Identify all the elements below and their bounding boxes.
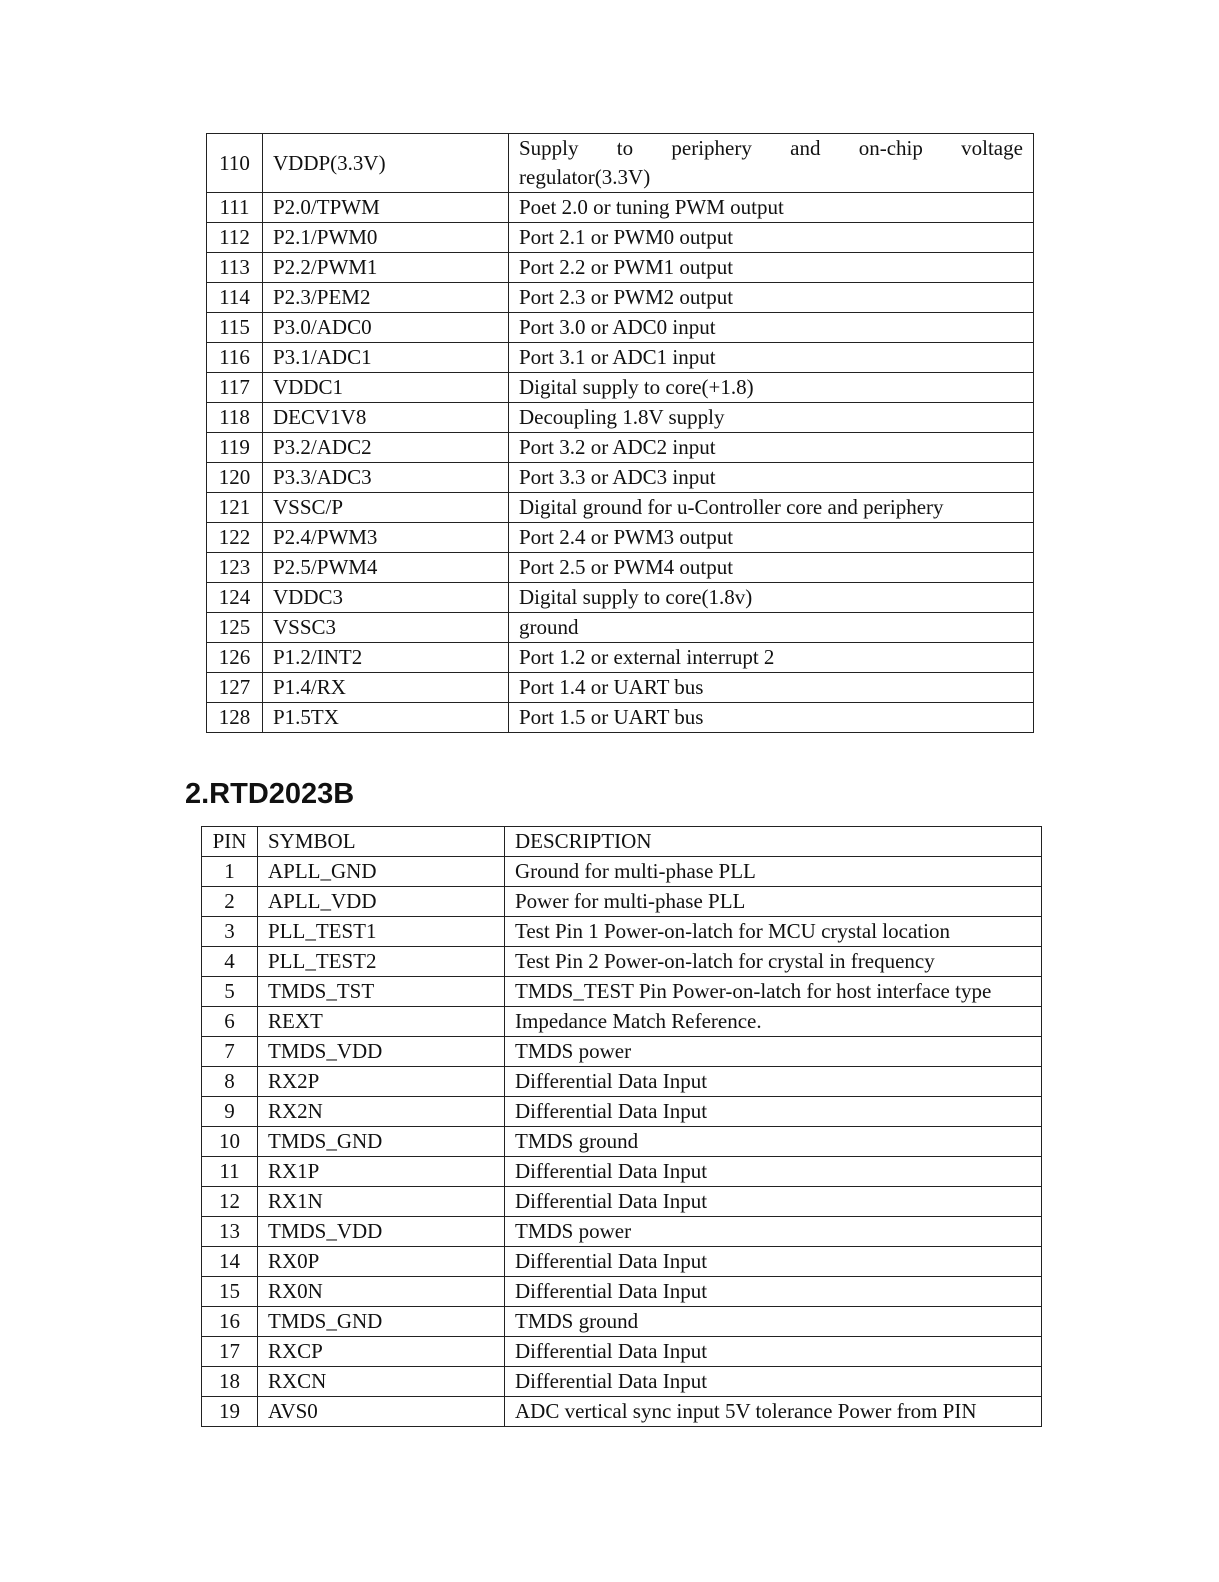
symbol-cell: P2.2/PWM1 [263,253,509,283]
description-cell: Differential Data Input [505,1187,1042,1217]
table-row [207,583,1034,613]
description-cell: TMDS_TEST Pin Power-on-latch for host interface type [505,977,1042,1007]
description-cell: Port 2.1 or PWM0 output [509,223,1034,253]
description-cell: Port 3.1 or ADC1 input [509,343,1034,373]
table-row [202,1337,1042,1367]
symbol-cell: REXT [258,1007,505,1037]
pin-cell: 114 [207,283,263,313]
symbol-cell: P2.4/PWM3 [263,523,509,553]
table-row [207,134,1034,193]
pin-cell: 12 [202,1187,258,1217]
description-cell: TMDS power [505,1217,1042,1247]
pin-cell: 18 [202,1367,258,1397]
table-row [202,1007,1042,1037]
pin-cell: 124 [207,583,263,613]
table-row [202,1037,1042,1067]
description-cell: Ground for multi-phase PLL [505,857,1042,887]
pin-cell: 7 [202,1037,258,1067]
symbol-cell: P3.3/ADC3 [263,463,509,493]
table-row [207,313,1034,343]
pin-cell: 2 [202,887,258,917]
table-row [202,1067,1042,1097]
pin-cell: 122 [207,523,263,553]
description-cell: Impedance Match Reference. [505,1007,1042,1037]
symbol-cell: VDDC1 [263,373,509,403]
description-cell: Differential Data Input [505,1337,1042,1367]
description-cell: Port 2.4 or PWM3 output [509,523,1034,553]
table-row [207,703,1034,733]
description-word: Supply [519,136,579,160]
description-word: and [790,136,821,160]
table-row [202,857,1042,887]
pin-cell: 13 [202,1217,258,1247]
description-cell: Port 2.2 or PWM1 output [509,253,1034,283]
pin-table-rtd2023b-body [202,827,1042,1427]
pin-header: PIN [202,827,258,857]
pin-cell: 10 [202,1127,258,1157]
symbol-cell: VSSC/P [263,493,509,523]
symbol-cell: RXCP [258,1337,505,1367]
symbol-cell: TMDS_VDD [258,1037,505,1067]
description-cell: Poet 2.0 or tuning PWM output [509,193,1034,223]
table-header-row [202,827,1042,857]
description-cell: Port 3.2 or ADC2 input [509,433,1034,463]
description-cell: Port 3.0 or ADC0 input [509,313,1034,343]
description-cell: ADC vertical sync input 5V tolerance Power from PIN [505,1397,1042,1427]
table-row [202,887,1042,917]
symbol-cell: P2.3/PEM2 [263,283,509,313]
description-cell: TMDS ground [505,1127,1042,1157]
pin-cell: 119 [207,433,263,463]
pin-cell: 6 [202,1007,258,1037]
table-row [207,433,1034,463]
pin-cell: 11 [202,1157,258,1187]
pin-cell: 113 [207,253,263,283]
symbol-cell: RXCN [258,1367,505,1397]
pin-cell: 15 [202,1277,258,1307]
symbol-cell: TMDS_GND [258,1127,505,1157]
description-cell: Power for multi-phase PLL [505,887,1042,917]
symbol-cell: VSSC3 [263,613,509,643]
symbol-cell: P3.0/ADC0 [263,313,509,343]
symbol-cell: DECV1V8 [263,403,509,433]
symbol-cell: RX2P [258,1067,505,1097]
pin-cell: 1 [202,857,258,887]
symbol-cell: RX0N [258,1277,505,1307]
description-word: to [616,136,634,160]
pin-cell: 121 [207,493,263,523]
table-row [207,463,1034,493]
symbol-cell: P1.2/INT2 [263,643,509,673]
table-row [202,1217,1042,1247]
table-row [202,1277,1042,1307]
symbol-cell: RX1N [258,1187,505,1217]
pin-table-continued [206,133,1034,733]
pin-cell: 115 [207,313,263,343]
symbol-cell: APLL_VDD [258,887,505,917]
description-cell: Differential Data Input [505,1067,1042,1097]
pin-cell: 9 [202,1097,258,1127]
table-row [207,283,1034,313]
symbol-cell: P3.1/ADC1 [263,343,509,373]
description-cell: Port 1.2 or external interrupt 2 [509,643,1034,673]
description-cell: Differential Data Input [505,1247,1042,1277]
description-cell: Port 2.3 or PWM2 output [509,283,1034,313]
description-cell: Decoupling 1.8V supply [509,403,1034,433]
description-cell: Digital ground for u-Controller core and periphery [509,493,1034,523]
symbol-cell: AVS0 [258,1397,505,1427]
pin-cell: 111 [207,193,263,223]
description-cell: Port 1.5 or UART bus [509,703,1034,733]
symbol-cell: P1.4/RX [263,673,509,703]
description-word: on-chip [858,136,923,160]
symbol-cell: P2.1/PWM0 [263,223,509,253]
pin-cell: 116 [207,343,263,373]
pin-cell: 120 [207,463,263,493]
pin-cell: 14 [202,1247,258,1277]
description-word: voltage [961,136,1023,160]
symbol-cell: RX0P [258,1247,505,1277]
table-row [202,1307,1042,1337]
table-row [202,947,1042,977]
table-row [207,193,1034,223]
description-line: regulator(3.3V) [519,165,651,189]
table-row [202,1157,1042,1187]
description-cell: Test Pin 2 Power-on-latch for crystal in frequency [505,947,1042,977]
table-row [207,673,1034,703]
description-cell: Differential Data Input [505,1157,1042,1187]
symbol-cell: RX1P [258,1157,505,1187]
symbol-cell: RX2N [258,1097,505,1127]
pin-cell: 117 [207,373,263,403]
description-cell: Differential Data Input [505,1367,1042,1397]
pin-cell: 123 [207,553,263,583]
description-line-justified [519,134,1023,163]
description-cell: ground [509,613,1034,643]
pin-cell: 4 [202,947,258,977]
description-word: periphery [671,136,752,160]
pin-cell: 127 [207,673,263,703]
table-row [202,1187,1042,1217]
symbol-cell: P2.5/PWM4 [263,553,509,583]
pin-table-rtd2023b [201,826,1042,1427]
symbol-cell: TMDS_TST [258,977,505,1007]
description-cell: Port 3.3 or ADC3 input [509,463,1034,493]
description-cell [509,134,1034,193]
description-cell: Test Pin 1 Power-on-latch for MCU crystal location [505,917,1042,947]
table-row [202,977,1042,1007]
symbol-cell: P3.2/ADC2 [263,433,509,463]
description-cell: Port 2.5 or PWM4 output [509,553,1034,583]
description-cell: Digital supply to core(+1.8) [509,373,1034,403]
table-row [207,373,1034,403]
symbol-cell: VDDC3 [263,583,509,613]
table-row [202,1097,1042,1127]
description-cell: Digital supply to core(1.8v) [509,583,1034,613]
table-row [202,1397,1042,1427]
pin-cell: 3 [202,917,258,947]
section-heading: 2.RTD2023B [185,778,355,810]
symbol-cell: TMDS_VDD [258,1217,505,1247]
symbol-cell: PLL_TEST1 [258,917,505,947]
table-row [207,493,1034,523]
pin-cell: 128 [207,703,263,733]
pin-cell: 118 [207,403,263,433]
table-row [207,403,1034,433]
pin-cell: 8 [202,1067,258,1097]
symbol-cell: P1.5TX [263,703,509,733]
symbol-cell: PLL_TEST2 [258,947,505,977]
description-header: DESCRIPTION [505,827,1042,857]
description-cell: Port 1.4 or UART bus [509,673,1034,703]
pin-table-continued-body [207,134,1034,733]
pin-cell: 112 [207,223,263,253]
table-row [207,343,1034,373]
description-cell: Differential Data Input [505,1277,1042,1307]
pin-cell: 5 [202,977,258,1007]
table-row [207,553,1034,583]
symbol-header: SYMBOL [258,827,505,857]
table-row [202,1127,1042,1157]
table-row [202,917,1042,947]
symbol-cell: VDDP(3.3V) [263,134,509,193]
description-cell: Differential Data Input [505,1097,1042,1127]
pin-cell: 125 [207,613,263,643]
symbol-cell: APLL_GND [258,857,505,887]
description-cell: TMDS ground [505,1307,1042,1337]
table-row [202,1367,1042,1397]
pin-cell: 19 [202,1397,258,1427]
table-row [207,523,1034,553]
symbol-cell: TMDS_GND [258,1307,505,1337]
table-row [207,253,1034,283]
description-cell: TMDS power [505,1037,1042,1067]
symbol-cell: P2.0/TPWM [263,193,509,223]
pin-cell: 110 [207,134,263,193]
pin-cell: 17 [202,1337,258,1367]
table-row [202,1247,1042,1277]
table-row [207,643,1034,673]
table-row [207,223,1034,253]
pin-cell: 126 [207,643,263,673]
pin-cell: 16 [202,1307,258,1337]
table-row [207,613,1034,643]
